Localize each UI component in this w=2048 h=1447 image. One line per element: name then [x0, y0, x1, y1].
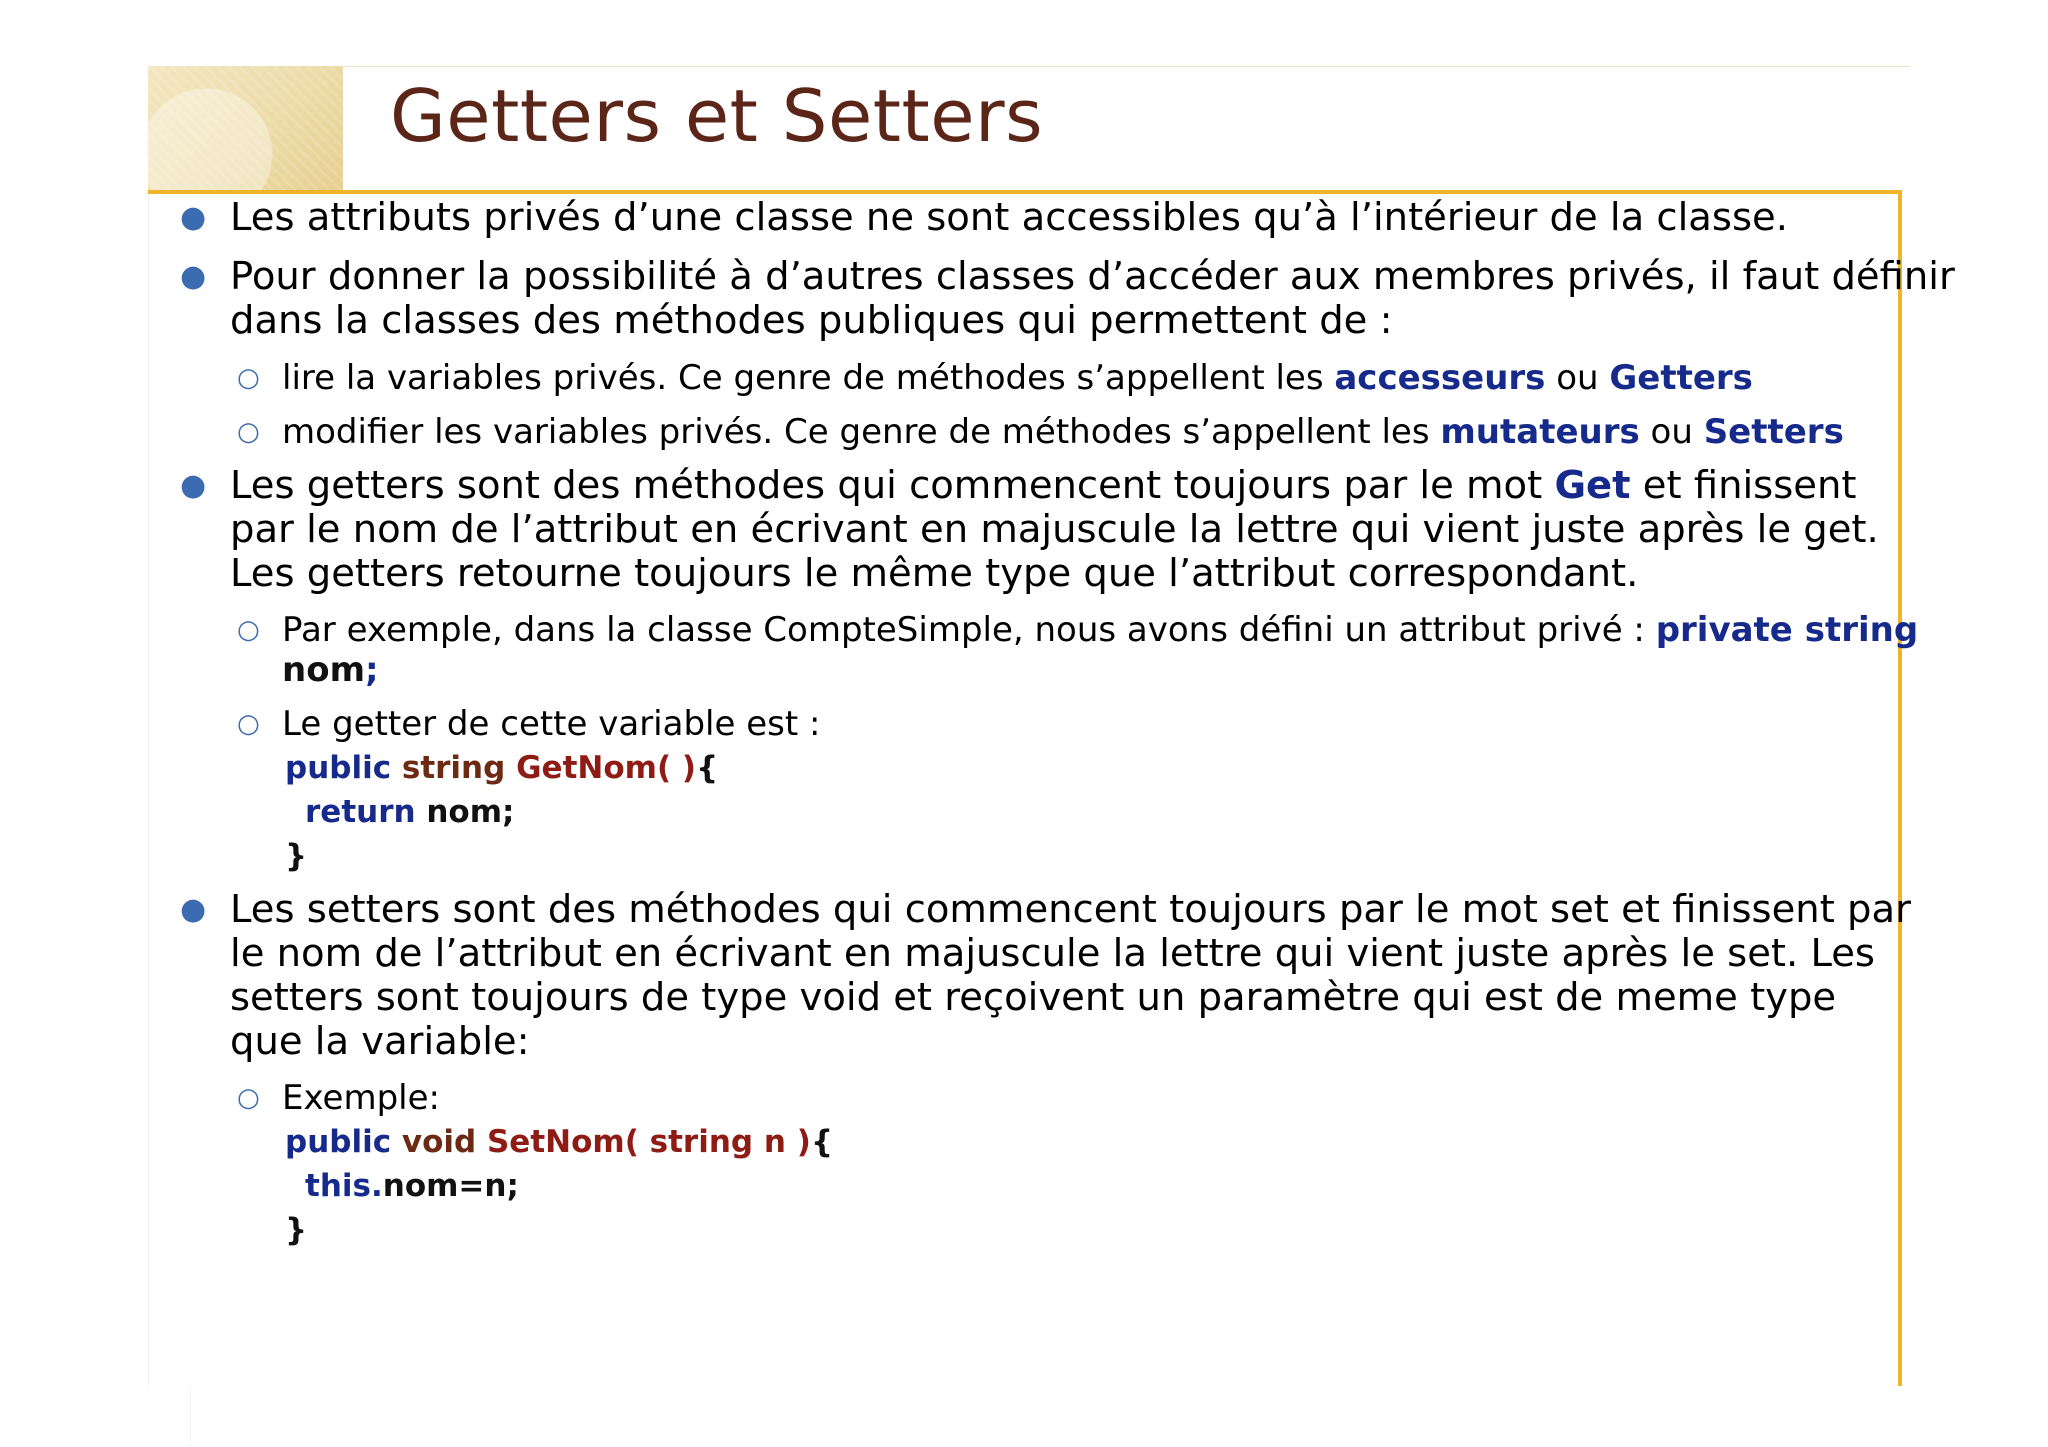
sub-bullet-circle-icon: ○: [237, 709, 260, 739]
code-line: [160, 746, 1885, 790]
sub-bullet-setters: [160, 412, 1885, 452]
keyword-mutateurs: mutateurs: [1440, 412, 1640, 452]
code-line: [160, 1208, 1885, 1252]
sub-bullet-text: Par exemple, dans la classe CompteSimple, nous avons défini un attribut privé :: [282, 610, 1656, 650]
top-rule: [343, 66, 1910, 67]
code-brace: {: [810, 1124, 834, 1160]
code-semicolon: ;: [365, 650, 379, 690]
bullet-2-cont: [160, 299, 1885, 343]
sub-bullet-text: modifier les variables privés. Ce genre de méthodes s’appellent les: [282, 412, 1441, 452]
code-line: [160, 1120, 1885, 1164]
bullet-3-line-2: par le nom de l’attribut en écrivant en majuscule la lettre qui vient juste après le get.: [230, 507, 1879, 552]
bullet-3-line-1-end: et finissent: [1630, 463, 1857, 508]
bullet-4-cont-1: [160, 932, 1885, 976]
bullet-2-line-2: dans la classes des méthodes publiques qui permettent de :: [230, 298, 1393, 343]
code-line: [160, 1164, 1885, 1208]
keyword-accesseurs: accesseurs: [1334, 358, 1546, 398]
bullet-4-line-3: setters sont toujours de type void et reçoivent un paramètre qui est de meme type: [230, 975, 1837, 1020]
keyword-private-string: private string: [1655, 610, 1919, 650]
code-line: [160, 790, 1885, 834]
sub-bullet-circle-icon: ○: [237, 417, 260, 447]
content-border-top: [148, 190, 1902, 194]
code-statement: nom=n;: [382, 1168, 519, 1204]
sub-bullet-example-cont: [160, 650, 1885, 690]
code-brace: {: [696, 750, 719, 786]
code-keyword-return: return: [305, 794, 416, 830]
keyword-getters: Getters: [1609, 358, 1753, 398]
slide-title: Getters et Setters: [390, 74, 1044, 158]
code-brace: }: [285, 1212, 308, 1248]
getter-code-block: [160, 746, 1885, 878]
bullet-1-text: Les attributs privés d’une classe ne sont accessibles qu’à l’intérieur de la classe.: [230, 195, 1788, 240]
bottom-rule: [190, 1386, 191, 1446]
code-statement: nom;: [415, 794, 515, 830]
bullet-2: [160, 254, 1955, 299]
bullet-4-cont-2: [160, 976, 1885, 1020]
sub-bullet-getters: [160, 358, 1885, 398]
bullet-3-cont-1: [160, 508, 1885, 552]
sub-bullet-text: Exemple:: [282, 1078, 440, 1118]
slide-content: [160, 195, 1955, 1252]
code-type: void: [391, 1124, 487, 1160]
bullet-dot-icon: ●: [180, 468, 207, 503]
conjunction: ou: [1639, 412, 1704, 452]
code-keyword-this: this.: [305, 1168, 383, 1204]
bullet-dot-icon: ●: [180, 259, 207, 294]
keyword-setters: Setters: [1703, 412, 1844, 452]
bullet-4-line-4: que la variable:: [230, 1019, 530, 1064]
bullet-4-line-2: le nom de l’attribut en écrivant en majuscule la lettre qui vient juste après le set. Les: [230, 931, 1875, 976]
code-method-name: GetNom( ): [516, 750, 697, 786]
sub-bullet-setter-example: [160, 1078, 1885, 1118]
sub-bullet-circle-icon: ○: [237, 615, 260, 645]
bullet-4-line-1: Les setters sont des méthodes qui commencent toujours par le mot set et finissent par: [230, 887, 1911, 932]
bullet-4-cont-3: [160, 1020, 1885, 1064]
conjunction: ou: [1545, 358, 1610, 398]
bullet-1: [160, 196, 1885, 240]
code-type: string: [391, 750, 517, 786]
sub-bullet-getter-label: [160, 704, 1885, 744]
bullet-3-line-1: Les getters sont des méthodes qui commencent toujours par le mot: [230, 463, 1555, 508]
sub-bullet-circle-icon: ○: [237, 363, 260, 393]
title-corner-decoration: [148, 66, 343, 192]
code-method-name: SetNom( string n ): [486, 1124, 811, 1160]
content-border-right: [1898, 190, 1902, 1386]
bullet-dot-icon: ●: [180, 892, 207, 927]
code-keyword-public: public: [285, 1124, 392, 1160]
bullet-3: [160, 464, 1885, 508]
sub-bullet-text: Le getter de cette variable est :: [282, 704, 821, 744]
setter-code-block: [160, 1120, 1885, 1252]
sub-bullet-example: [160, 610, 1919, 650]
bullet-dot-icon: ●: [180, 200, 207, 235]
sub-bullet-text: lire la variables privés. Ce genre de méthodes s’appellent les: [282, 358, 1335, 398]
content-border-left: [148, 194, 149, 1386]
bullet-3-line-3: Les getters retourne toujours le même type que l’attribut correspondant.: [230, 551, 1639, 596]
code-brace: }: [285, 838, 308, 874]
code-keyword-public: public: [285, 750, 392, 786]
sub-bullet-circle-icon: ○: [237, 1083, 260, 1113]
code-nom: nom: [282, 650, 365, 690]
bullet-2-line-1: Pour donner la possibilité à d’autres classes d’accéder aux membres privés, il faut définir: [230, 254, 1955, 299]
bullet-3-cont-2: [160, 552, 1885, 596]
keyword-get: Get: [1554, 463, 1631, 508]
bullet-4: [160, 887, 1911, 932]
code-line: [160, 834, 1885, 878]
